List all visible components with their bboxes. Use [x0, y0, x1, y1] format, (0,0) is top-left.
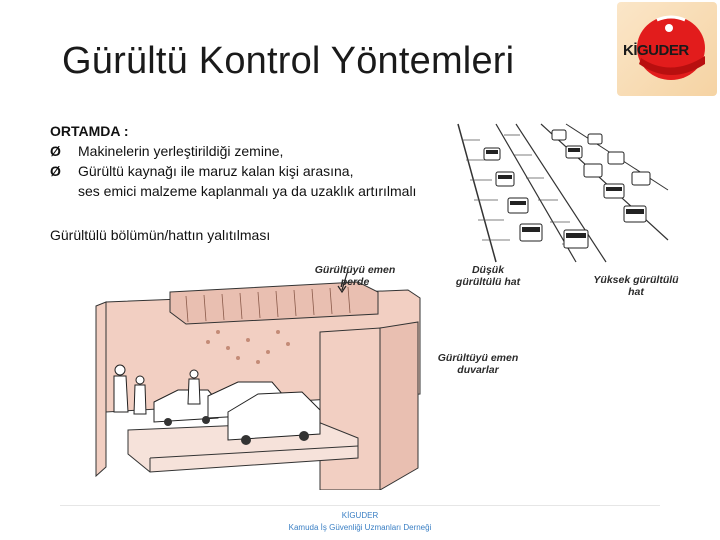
footer-org-short: KİGUDER — [341, 511, 379, 520]
bullet-item — [50, 141, 416, 161]
footer-divider — [60, 505, 660, 506]
bullet-text: Gürültü kaynağı ile maruz kalan kişi arasına, — [78, 163, 354, 179]
section-heading: ORTAMDA : — [50, 123, 129, 139]
slide-title: Gürültü Kontrol Yöntemleri — [62, 40, 515, 82]
logo-text: KİGUDER — [623, 42, 689, 59]
factory-line-illustration — [58, 262, 438, 490]
label-low-noise-line: Düşük gürültülü hat — [455, 264, 521, 288]
bullet-text: Makinelerin yerleştirildiği zemine, — [78, 143, 284, 159]
label-ceiling-absorber: Gürültüyü emen perde — [314, 264, 396, 288]
kiguder-logo — [617, 2, 717, 96]
bullet-item — [50, 161, 416, 181]
label-high-noise-line: Yüksek gürültülü hat — [593, 274, 679, 298]
content-block — [50, 121, 416, 201]
label-absorbing-walls: Gürültüyü emen duvarlar — [437, 352, 519, 376]
bullet-arrow-icon: Ø — [50, 163, 61, 179]
bullet-arrow-icon: Ø — [50, 143, 61, 159]
traffic-road-illustration — [456, 120, 670, 265]
footer-org-full: Kamuda İş Güvenliği Uzmanları Derneği — [288, 523, 432, 532]
bullet-continuation: ses emici malzeme kaplanmalı ya da uzaklık artırılmalı — [78, 183, 417, 199]
subheading: Gürültülü bölümün/hattın yalıtılması — [50, 227, 271, 243]
